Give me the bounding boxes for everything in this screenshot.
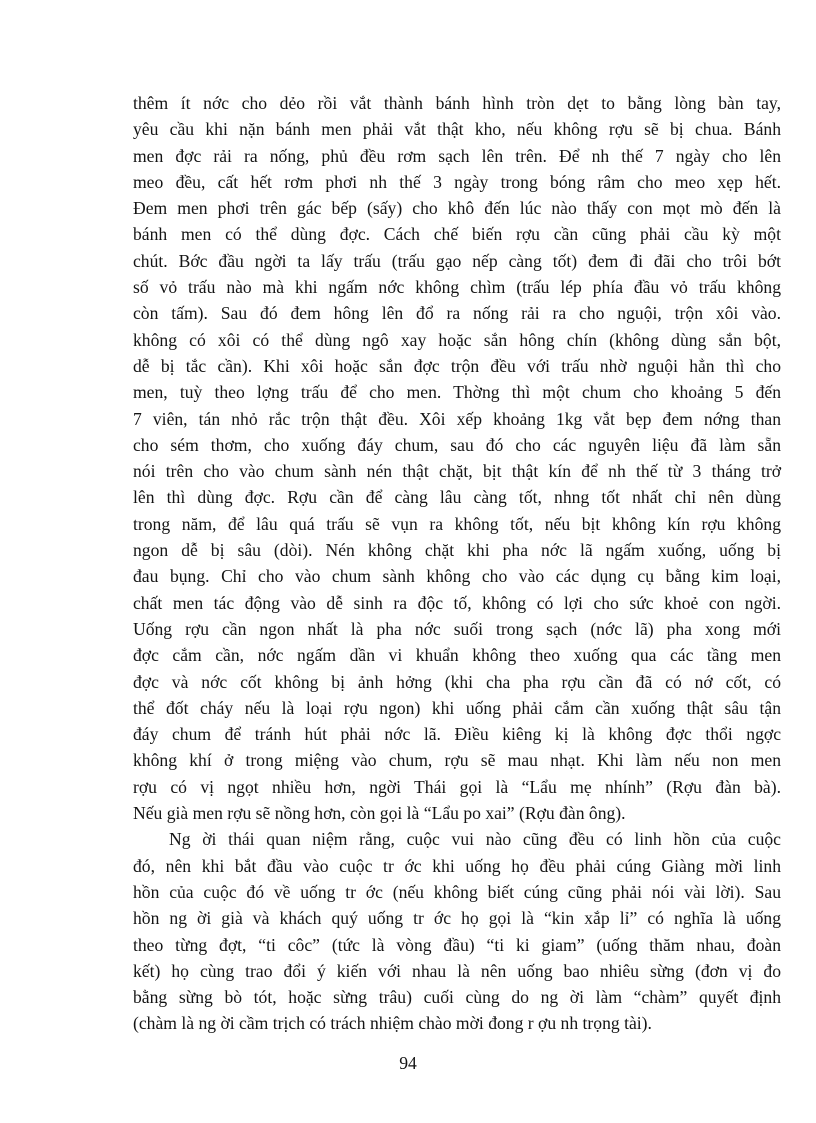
- text-line: Uống rợu cần ngon nhất là pha nớc suối trong sạch (nớc lã) pha xong mới: [133, 618, 781, 639]
- text-line: đó, nên khi bắt đầu vào cuộc tr ớc khi uống họ đều phải cúng Giàng mời linh: [133, 855, 781, 876]
- text-line: hồn của cuộc đó về uống tr ớc (nếu không biết cúng cũng phải nói vài lời). Sau: [133, 881, 781, 902]
- text-line: lên thì dùng đợc. Rợu cần để càng lâu càng tốt, nhng tốt nhất chỉ nên dùng: [133, 487, 781, 508]
- text-line: đợc và nớc cốt không bị ảnh hởng (khi cha pha rợu cần đã có nớ cốt, có: [133, 671, 781, 692]
- text-line: yêu cầu khi nặn bánh men phải vắt thật kho, nếu không rợu sẽ bị chua. Bánh: [133, 119, 781, 140]
- text-line: chất men tác động vào dễ sinh ra độc tố, không có lợi cho sức khoẻ con ngời.: [133, 592, 781, 613]
- paragraph-2: [133, 826, 781, 1036]
- text-line: trong năm, để lâu quá trấu sẽ vụn ra không tốt, nếu bịt không kín rợu không: [133, 513, 781, 534]
- text-line: kết) họ cùng trao đổi ý kiến với nhau là nên uống bao nhiêu sừng (đơn vị đo: [133, 960, 781, 981]
- text-line: nói trên cho vào chum sành nén thật chặt, bịt thật kín để nh thế từ 3 tháng trở: [133, 461, 781, 482]
- paragraph-1: [133, 90, 781, 826]
- text-line: thêm ít nớc cho dẻo rồi vắt thành bánh hình tròn dẹt to bằng lòng bàn tay,: [133, 93, 781, 113]
- text-line: bánh men có thể dùng đợc. Cách chế biến rợu cần cũng phải cầu kỳ một: [133, 224, 781, 245]
- text-line: theo từng đợt, “ti côc” (tức là vòng đầu) “ti ki giam” (uống thăm nhau, đoàn: [133, 934, 781, 955]
- page-number: 94: [399, 1053, 417, 1073]
- text-line: meo đều, cất hết rơm phơi nh thế 3 ngày trong bóng râm cho meo xẹp hết.: [133, 171, 781, 192]
- text-line: thể đốt cháy nếu là loại rợu ngon) khi uống phải cắm cần xuống thật sâu tận: [133, 697, 781, 718]
- text-line: hồn ng ời già và khách quý uống tr ớc họ gọi là “kin xắp lỉ” có nghĩa là uống: [133, 908, 781, 929]
- text-line: men đợc rải ra nống, phủ đều rơm sạch lên trên. Để nh thế 7 ngày cho lên: [133, 145, 781, 166]
- text-line: Ng ời thái quan niệm rằng, cuộc vui nào cũng đều có linh hồn của cuộc: [169, 829, 781, 850]
- text-line: men, tuỳ theo lợng trấu để cho men. Thờng thì một chum cho khoảng 5 đến: [133, 382, 781, 403]
- text-line: đợc cắm cần, nớc ngấm dần vi khuẩn không theo xuống qua các tầng men: [133, 645, 781, 666]
- text-line: chút. Bớc đầu ngời ta lấy trấu (trấu gạo nếp càng tốt) đem đi đãi cho trôi bớt: [133, 250, 781, 271]
- text-line: ngon dễ bị sâu (dòi). Nén không chặt khi pha nớc lã ngấm xuống, uống bị: [133, 540, 781, 561]
- text-line: Nếu già men rợu sẽ nồng hơn, còn gọi là “Lẩu po xai” (Rợu đàn ông).: [133, 803, 626, 824]
- text-line: dễ bị tắc cần). Khi xôi hoặc sắn đợc trộn đều với trấu nhờ nguội hẳn thì cho: [133, 355, 781, 376]
- text-line: (chàm là ng ời cầm trịch có trách nhiệm chào mời đong r ợu nh trọng tài).: [133, 1013, 652, 1034]
- text-line: đau bụng. Chỉ cho vào chum sành không cho vào các dụng cụ bằng kim loại,: [133, 566, 781, 587]
- text-line: số vỏ trấu nào mà khi ngấm nớc không chìm (trấu lép phía đầu vỏ trấu không: [133, 277, 781, 298]
- text-line: không khí ở trong miệng vào chum, rợu sẽ mau nhạt. Khi làm nếu non men: [133, 750, 781, 771]
- text-line: 7 viên, tán nhỏ rắc trộn thật đều. Xôi xếp khoảng 1kg vắt bẹp đem nớng than: [133, 408, 781, 429]
- text-line: còn tấm). Sau đó đem hông lên đổ ra nống rải ra cho nguội, trộn xôi vào.: [133, 303, 781, 324]
- body-text: [133, 90, 781, 1037]
- text-line: không có xôi có thể dùng ngô xay hoặc sắn hông chín (không dùng sắn bột,: [133, 329, 781, 350]
- text-line: đáy chum để tránh hút phải nớc lã. Điều kiêng kị là không đợc thổi ngợc: [133, 724, 781, 745]
- text-line: Đem men phơi trên gác bếp (sấy) cho khô đến lúc nào thấy con mọt mò đến là: [133, 198, 781, 219]
- text-line: cho sém thơm, cho xuống đáy chum, sau đó cho các nguyên liệu đã làm sẵn: [133, 434, 781, 455]
- text-line: bằng sừng bò tót, hoặc sừng trâu) cuối cùng do ng ời làm “chàm” quyết định: [133, 987, 781, 1008]
- text-line: rợu có vị ngọt nhiều hơn, ngời Thái gọi là “Lẩu mẹ nhính” (Rợu đàn bà).: [133, 776, 781, 797]
